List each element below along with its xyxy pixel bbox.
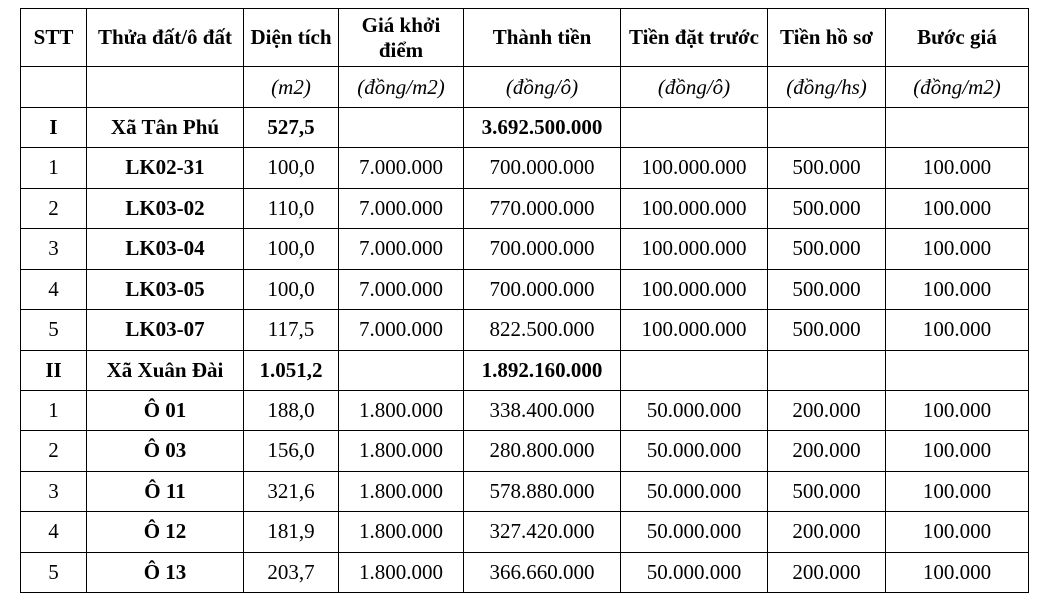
group-total: 1.892.160.000 [464,350,621,390]
header-fee: Tiền hồ sơ [768,9,886,67]
table-row [21,512,1029,553]
table-row [21,431,1029,472]
row-area: 156,0 [244,431,339,472]
row-start-price: 7.000.000 [339,310,464,351]
row-start-price: 7.000.000 [339,188,464,229]
table-row [21,310,1029,351]
row-area: 181,9 [244,512,339,553]
row-step: 100.000 [886,390,1029,431]
group-row [21,350,1029,390]
row-deposit: 100.000.000 [621,310,768,351]
parcel-code: LK03-04 [87,229,244,270]
row-start-price: 1.800.000 [339,390,464,431]
unit-parcel [87,67,244,108]
row-deposit: 50.000.000 [621,390,768,431]
group-stt: I [21,108,87,148]
parcel-code: Ô 11 [87,471,244,512]
row-step: 100.000 [886,310,1029,351]
row-fee: 500.000 [768,471,886,512]
header-start-price: Giá khởi điểm [339,9,464,67]
row-stt: 3 [21,471,87,512]
row-step: 100.000 [886,269,1029,310]
parcel-code: Ô 13 [87,552,244,593]
group-step-empty [886,108,1029,148]
header-row [21,9,1029,67]
parcel-code: LK02-31 [87,148,244,189]
header-amount: Thành tiền [464,9,621,67]
units-row [21,67,1029,108]
unit-area: (m2) [244,67,339,108]
row-area: 100,0 [244,229,339,270]
row-amount: 578.880.000 [464,471,621,512]
row-amount: 700.000.000 [464,229,621,270]
row-fee: 500.000 [768,188,886,229]
row-start-price: 7.000.000 [339,229,464,270]
group-name: Xã Tân Phú [87,108,244,148]
group-deposit-empty [621,350,768,390]
row-fee: 500.000 [768,310,886,351]
table-row [21,552,1029,593]
land-auction-table [20,8,1029,593]
header-deposit: Tiền đặt trước [621,9,768,67]
row-deposit: 100.000.000 [621,269,768,310]
header-step: Bước giá [886,9,1029,67]
unit-fee: (đồng/hs) [768,67,886,108]
row-stt: 4 [21,269,87,310]
table-row [21,148,1029,189]
row-step: 100.000 [886,431,1029,472]
unit-deposit: (đồng/ô) [621,67,768,108]
row-deposit: 100.000.000 [621,188,768,229]
parcel-code: Ô 01 [87,390,244,431]
row-step: 100.000 [886,148,1029,189]
row-step: 100.000 [886,188,1029,229]
group-stt: II [21,350,87,390]
row-amount: 280.800.000 [464,431,621,472]
row-fee: 200.000 [768,390,886,431]
row-step: 100.000 [886,512,1029,553]
group-total: 3.692.500.000 [464,108,621,148]
row-step: 100.000 [886,471,1029,512]
unit-stt [21,67,87,108]
group-fee-empty [768,350,886,390]
group-price-empty [339,108,464,148]
row-stt: 1 [21,148,87,189]
parcel-code: Ô 03 [87,431,244,472]
row-area: 100,0 [244,269,339,310]
row-stt: 4 [21,512,87,553]
group-area: 1.051,2 [244,350,339,390]
row-area: 321,6 [244,471,339,512]
row-deposit: 50.000.000 [621,512,768,553]
row-step: 100.000 [886,552,1029,593]
parcel-code: LK03-07 [87,310,244,351]
row-deposit: 50.000.000 [621,431,768,472]
parcel-code: LK03-02 [87,188,244,229]
row-fee: 500.000 [768,229,886,270]
row-area: 110,0 [244,188,339,229]
row-stt: 2 [21,431,87,472]
group-step-empty [886,350,1029,390]
row-start-price: 7.000.000 [339,269,464,310]
table-row [21,471,1029,512]
row-amount: 700.000.000 [464,148,621,189]
table-row [21,229,1029,270]
parcel-code: LK03-05 [87,269,244,310]
unit-amount: (đồng/ô) [464,67,621,108]
row-stt: 5 [21,552,87,593]
row-area: 203,7 [244,552,339,593]
header-area: Diện tích [244,9,339,67]
row-stt: 5 [21,310,87,351]
parcel-code: Ô 12 [87,512,244,553]
row-amount: 700.000.000 [464,269,621,310]
row-fee: 200.000 [768,512,886,553]
row-stt: 2 [21,188,87,229]
row-fee: 200.000 [768,431,886,472]
row-start-price: 1.800.000 [339,471,464,512]
group-area: 527,5 [244,108,339,148]
group-deposit-empty [621,108,768,148]
row-deposit: 100.000.000 [621,229,768,270]
row-deposit: 100.000.000 [621,148,768,189]
table-row [21,269,1029,310]
row-amount: 327.420.000 [464,512,621,553]
group-price-empty [339,350,464,390]
row-amount: 366.660.000 [464,552,621,593]
unit-start-price: (đồng/m2) [339,67,464,108]
row-stt: 1 [21,390,87,431]
row-step: 100.000 [886,229,1029,270]
row-area: 100,0 [244,148,339,189]
header-parcel: Thửa đất/ô đất [87,9,244,67]
table-row [21,188,1029,229]
row-amount: 338.400.000 [464,390,621,431]
group-row [21,108,1029,148]
row-fee: 500.000 [768,148,886,189]
row-deposit: 50.000.000 [621,552,768,593]
row-start-price: 1.800.000 [339,512,464,553]
header-stt: STT [21,9,87,67]
table-row [21,390,1029,431]
row-start-price: 1.800.000 [339,552,464,593]
row-start-price: 7.000.000 [339,148,464,189]
row-fee: 200.000 [768,552,886,593]
row-stt: 3 [21,229,87,270]
unit-step: (đồng/m2) [886,67,1029,108]
row-area: 117,5 [244,310,339,351]
row-start-price: 1.800.000 [339,431,464,472]
row-area: 188,0 [244,390,339,431]
group-name: Xã Xuân Đài [87,350,244,390]
row-amount: 822.500.000 [464,310,621,351]
row-fee: 500.000 [768,269,886,310]
row-amount: 770.000.000 [464,188,621,229]
group-fee-empty [768,108,886,148]
row-deposit: 50.000.000 [621,471,768,512]
